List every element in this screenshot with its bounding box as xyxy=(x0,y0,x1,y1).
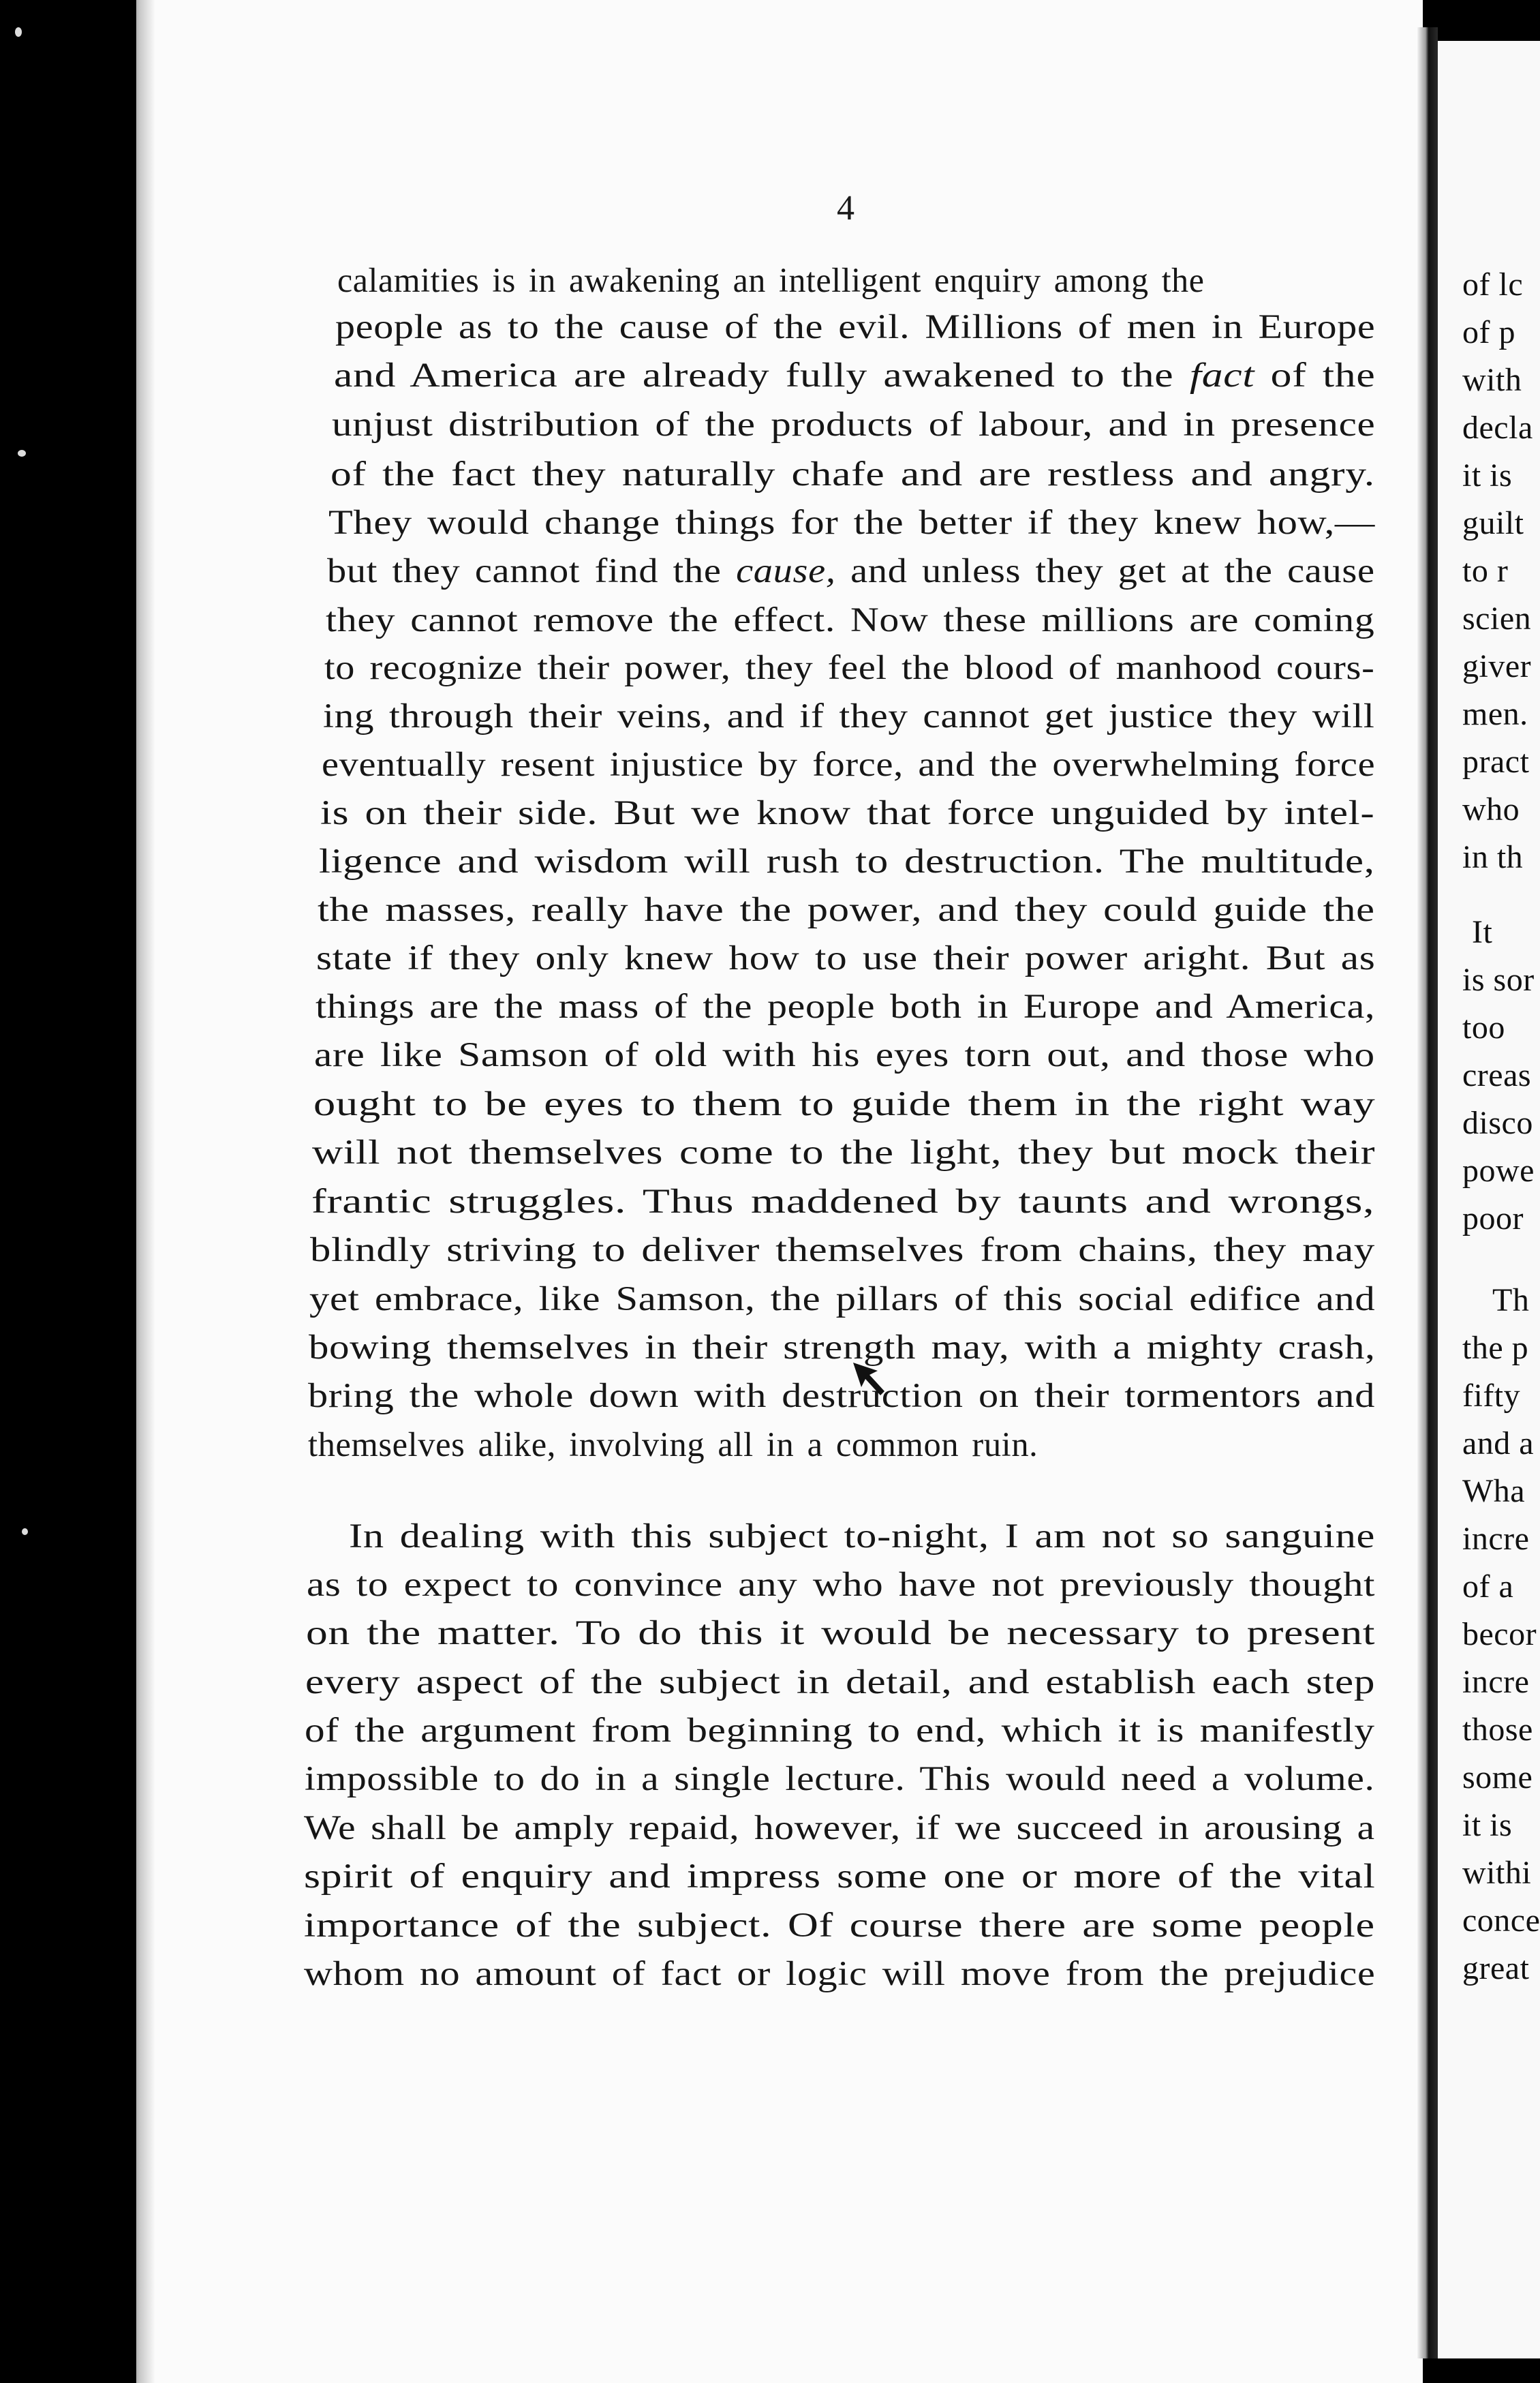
text-line: will not themselves come to the light, they but mock their xyxy=(312,1133,1376,1171)
facing-page-fragment: with xyxy=(1462,362,1522,398)
facing-page-fragment: It xyxy=(1472,914,1493,950)
text-line: bring the whole down with destruction on their tormentors and xyxy=(308,1376,1376,1414)
facing-page-fragment: becor xyxy=(1462,1616,1537,1652)
facing-page-fragment: men. xyxy=(1462,696,1528,732)
text-line: spirit of enquiry and impress some one or more of the vital xyxy=(304,1857,1376,1895)
text-line: are like Samson of old with his eyes torn out, and those who xyxy=(314,1035,1375,1074)
text-line: they cannot remove the effect. Now these millions are coming xyxy=(326,601,1375,639)
text-line xyxy=(327,551,1375,590)
text-line: unjust distribution of the products of labour, and in presence xyxy=(332,405,1376,443)
text-line: ligence and wisdom will rush to destruction. The multitude, xyxy=(319,842,1375,880)
page-edge-shadow xyxy=(136,0,155,2383)
text-line: They would change things for the better if they knew how,— xyxy=(328,503,1376,541)
text-line: every aspect of the subject in detail, and establish each step xyxy=(305,1663,1376,1701)
facing-page-fragment: it is xyxy=(1462,457,1513,494)
text-line: In dealing with this subject to-night, I am not so sanguine xyxy=(349,1517,1376,1555)
text-line: themselves alike, involving all in a common ruin. xyxy=(308,1425,1038,1463)
facing-page-fragment: disco xyxy=(1462,1105,1533,1141)
text-span: but they cannot find the xyxy=(327,551,722,590)
facing-page-fragment: is sor xyxy=(1462,962,1535,998)
facing-page-fragment: in th xyxy=(1462,839,1524,875)
facing-page-fragment: withi xyxy=(1462,1855,1532,1891)
text-line: on the matter. To do this it would be necessary to present xyxy=(306,1613,1376,1652)
facing-page-fragment: of a xyxy=(1462,1568,1514,1605)
text-line: We shall be amply repaid, however, if we succeed in arousing a xyxy=(304,1808,1375,1847)
text-line: blindly striving to deliver themselves from chains, they may xyxy=(310,1230,1375,1269)
text-line: things are the mass of the people both in Europe and America, xyxy=(315,987,1376,1025)
facing-page-fragment: some xyxy=(1462,1759,1533,1795)
text-line: of the argument from beginning to end, which it is manifestly xyxy=(305,1711,1375,1749)
book-gutter xyxy=(1417,27,1438,2358)
page-number: 4 xyxy=(837,189,854,228)
facing-page-fragment: incre xyxy=(1462,1664,1530,1700)
facing-page-fragment: scien xyxy=(1462,601,1532,637)
facing-page-fragment: great xyxy=(1462,1950,1530,1986)
edge-speck xyxy=(18,450,26,457)
facing-page-fragment: Th xyxy=(1492,1282,1530,1318)
text-line: bowing themselves in their strength may, with a mighty crash, xyxy=(309,1328,1376,1366)
facing-page-fragment: incre xyxy=(1462,1521,1530,1557)
facing-page-fragment: to r xyxy=(1462,553,1509,589)
text-line: eventually resent injustice by force, and the overwhelming force xyxy=(322,745,1376,783)
text-line: impossible to do in a single lecture. This would need a volume. xyxy=(305,1759,1375,1797)
facing-page-fragment: powe xyxy=(1462,1153,1535,1189)
text-line: ing through their veins, and if they cannot get justice they will xyxy=(323,697,1375,735)
text-line: as to expect to convince any who have not previously thought xyxy=(307,1565,1376,1603)
facing-page-fragment: creas xyxy=(1462,1057,1532,1093)
facing-page-fragment: poor xyxy=(1462,1200,1524,1236)
facing-page-fragment: decla xyxy=(1462,410,1533,446)
text-line: of the fact they naturally chafe and are restless and angry. xyxy=(330,455,1375,493)
facing-page-fragment: who xyxy=(1462,791,1520,828)
facing-page-fragment: those xyxy=(1462,1712,1533,1748)
text-span: and America are already fully awakened to the xyxy=(334,356,1174,394)
facing-page-fragment: giver xyxy=(1462,648,1532,684)
text-line: frantic struggles. Thus maddened by taunts and wrongs, xyxy=(311,1182,1375,1220)
text-span: and unless they get at the cause xyxy=(850,551,1375,590)
facing-page-fragment: fifty xyxy=(1462,1378,1521,1414)
text-line: state if they only knew how to use their power aright. But as xyxy=(316,939,1376,977)
text-line: yet embrace, like Samson, the pillars of this social edifice and xyxy=(309,1279,1376,1318)
facing-page xyxy=(1438,41,1540,2358)
italic-word: cause, xyxy=(736,551,836,590)
text-line xyxy=(334,355,1375,395)
facing-page-fragment: it is xyxy=(1462,1807,1513,1843)
facing-page-fragment: of lc xyxy=(1462,267,1524,303)
edge-speck xyxy=(22,1528,28,1535)
facing-page-fragment: guilt xyxy=(1462,505,1524,541)
facing-page-fragment: pract xyxy=(1462,744,1530,780)
text-line: calamities is in awakening an intelligent enquiry among the xyxy=(337,261,1205,299)
facing-page-fragment: Wha xyxy=(1462,1473,1526,1509)
text-line: is on their side. But we know that force unguided by intel- xyxy=(320,793,1375,832)
edge-speck xyxy=(15,27,22,37)
text-span: of the xyxy=(1270,356,1376,394)
italic-word: fact xyxy=(1189,356,1255,394)
text-line: to recognize their power, they feel the blood of manhood cours- xyxy=(324,648,1375,686)
text-line: people as to the cause of the evil. Millions of men in Europe xyxy=(335,307,1376,346)
facing-page-fragment: and a xyxy=(1462,1425,1535,1461)
text-line: whom no amount of fact or logic will move from the prejudice xyxy=(304,1954,1376,1992)
facing-page-fragment: conce xyxy=(1462,1902,1540,1939)
text-line: ought to be eyes to them to guide them in the right way xyxy=(313,1084,1376,1123)
facing-page-fragment: the p xyxy=(1462,1330,1529,1366)
facing-page-fragment: of p xyxy=(1462,314,1515,350)
facing-page-fragment: too xyxy=(1462,1010,1505,1046)
arrow-mark-icon xyxy=(850,1360,889,1398)
text-line: importance of the subject. Of course there are some people xyxy=(304,1906,1375,1944)
text-line: the masses, really have the power, and they could guide the xyxy=(318,890,1375,928)
